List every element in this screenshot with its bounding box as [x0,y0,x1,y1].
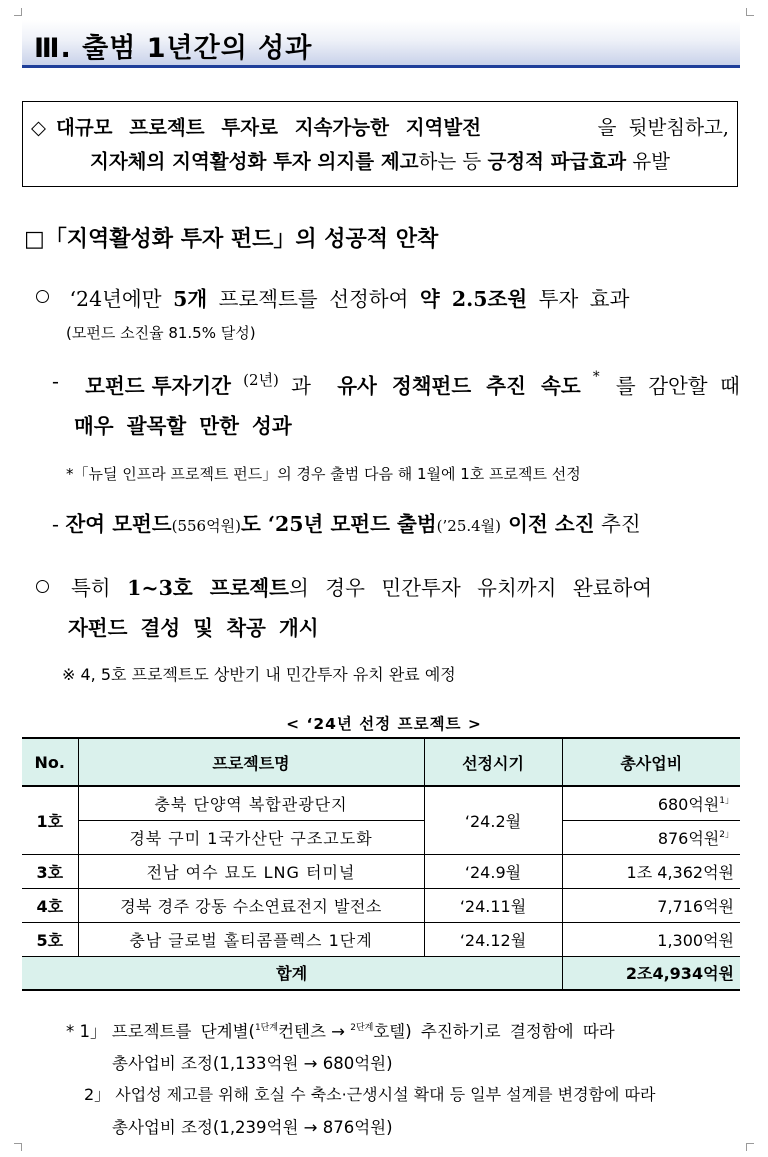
table-row [22,888,740,922]
row-project-name: 경북 경주 강동 수소연료전지 발전소 [78,888,424,922]
dash2-d: ‘25년 모펀드 출범 [267,512,437,536]
header-no: No. [22,738,78,786]
row-amount [562,786,740,820]
header-project-name: 프로젝트명 [78,738,424,786]
dash1-line2: 매우 괄목할 만한 성과 [74,414,292,438]
header-total-cost: 총사업비 [562,738,740,786]
dash-2 [52,507,641,537]
summary-line2-b: 하는 등 [418,150,488,173]
bullet2-text [49,571,740,601]
summary-line-2 [31,145,729,179]
dash2-c: 도 [240,512,268,536]
table-header-row [22,738,740,786]
row-no: 4호 [22,888,78,922]
note1-prefix: * 1」 [66,1022,107,1041]
note-2-line-2: 총사업비 조정(1,239억원 → 876억원) [112,1118,393,1137]
row-amount-footnote: 1」 [719,795,734,806]
table-caption: < ‘24년 선정 프로젝트 > [286,715,482,733]
dash2-b: (556억원) [171,517,241,535]
row-date: ‘24.11월 [424,888,562,922]
bullet2-c: 의 경우 민간투자 유치까지 완료하여 [288,576,653,600]
row-amount-value: 680억원 [657,794,720,814]
summary-line-1 [31,111,729,145]
dash2-e: (’25.4월) [436,517,502,535]
summary-line1-bold: 대규모 프로젝트 투자로 지속가능한 지역발전 [56,116,482,139]
bullet1-e: 투자 효과 [527,287,630,311]
dash1-b: (2년) [243,371,279,389]
bullet2-b: 1~3호 프로젝트 [127,576,289,600]
crop-mark-bottom-right [746,1143,754,1151]
note1-sup2: 2단계 [350,1023,374,1033]
row-project-name: 전남 여수 묘도 LNG 터미널 [78,854,424,888]
diamond-icon: ◇ [31,116,46,139]
bullet1-count: 5개 [173,287,208,311]
circle-bullet-icon-2 [36,580,49,593]
summary-box [22,101,738,187]
dash1-line1 [52,369,740,399]
header-selected-date: 선정시기 [424,738,562,786]
total-amount: 2조4,934억원 [562,956,740,990]
dash2-a: 잔여 모펀드 [65,512,172,536]
note1-sup1: 1단계 [254,1023,279,1033]
dash1-star: * [592,369,600,385]
row-no: 5호 [22,922,78,956]
section-title: Ⅲ. 출범 1년간의 성과 [34,33,313,64]
row-amount: 1,300억원 [562,922,740,956]
dash1-c: 과 [291,374,311,398]
row-amount-value: 876억원 [657,828,720,848]
bullet2-line1 [36,571,740,601]
row-amount [562,820,740,854]
row-no: 3호 [22,854,78,888]
note-2-line-1 [84,1082,655,1105]
note1-b: 컨텐츠 → [278,1022,351,1041]
bullet1-c: 프로젝트를 선정하여 [207,287,420,311]
crop-mark-top-right [746,8,754,16]
table-row [22,820,740,854]
summary-line2-c: 긍정적 파급효과 [487,150,627,173]
section-header [22,20,740,68]
table-row [22,786,740,820]
section-heading: □「지역활성화 투자 펀드」의 성공적 안착 [24,227,439,252]
bullet-1 [36,282,740,312]
bullet1-sub: (모펀드 소진율 81.5% 달성) [66,324,256,342]
dash-marker-2: - [52,512,66,536]
note1-c: 호텔) 추진하기로 결정함에 따라 [373,1022,615,1041]
row-date: ‘24.12월 [424,922,562,956]
bullet-2 [36,571,740,641]
note-1-line-1 [66,1018,615,1042]
row-date: ‘24.2월 [424,786,562,854]
footnote-star: *「뉴딜 인프라 프로젝트 펀드」의 경우 출범 다음 해 1월에 1호 프로젝트 선정 [66,465,581,483]
dash1-e: 를 감안할 때 [615,374,740,398]
note-1-line-2: 총사업비 조정(1,133억원 → 680억원) [112,1054,393,1073]
note-reference: ※ 4, 5호 프로젝트도 상반기 내 민간투자 유치 완료 예정 [62,665,456,684]
dash2-f: 이전 소진 [501,512,595,536]
projects-table [22,737,740,991]
table-total-row [22,956,740,990]
bullet1-amount: 약 2.5조원 [419,287,528,311]
row-amount: 7,716억원 [562,888,740,922]
crop-mark-top-left [14,8,22,16]
row-no: 1호 [22,786,78,854]
bullet2-line2: 자펀드 결성 및 착공 개시 [68,616,319,640]
row-amount-footnote: 2」 [719,829,734,840]
note2-prefix: 2」 [84,1085,111,1104]
summary-line1-normal: 을 뒷받침하고, [597,116,729,139]
summary-line1-text [46,111,729,145]
dash1-a: 모펀드 투자기간 [85,374,231,398]
dash1-d: 유사 정책펀드 추진 속도 [337,374,581,398]
table-row [22,922,740,956]
summary-line2-a: 지자체의 지역활성화 투자 의지를 제고 [89,150,419,173]
dash-1 [52,369,740,439]
table-row [22,854,740,888]
note1-a: 프로젝트를 단계별( [111,1022,255,1041]
dash2-g: 추진 [594,512,641,536]
dash-marker: - [52,369,59,393]
row-date: ‘24.9월 [424,854,562,888]
note2-a: 사업성 제고를 위해 호실 수 축소·근생시설 확대 등 일부 설계를 변경함에 따라 [115,1085,656,1104]
crop-mark-bottom-left [14,1143,22,1151]
row-project-name: 충남 글로벌 홀티콤플렉스 1단계 [78,922,424,956]
row-project-name: 충북 단양역 복합관광단지 [78,786,424,820]
summary-line2-d: 유발 [626,150,670,173]
circle-bullet-icon [36,290,49,303]
bullet2-a: 특히 [71,576,128,600]
total-label: 합계 [22,956,562,990]
row-project-name: 경북 구미 1국가산단 구조고도화 [78,820,424,854]
bullet1-a: ‘24년에만 [69,287,174,311]
row-amount: 1조 4,362억원 [562,854,740,888]
